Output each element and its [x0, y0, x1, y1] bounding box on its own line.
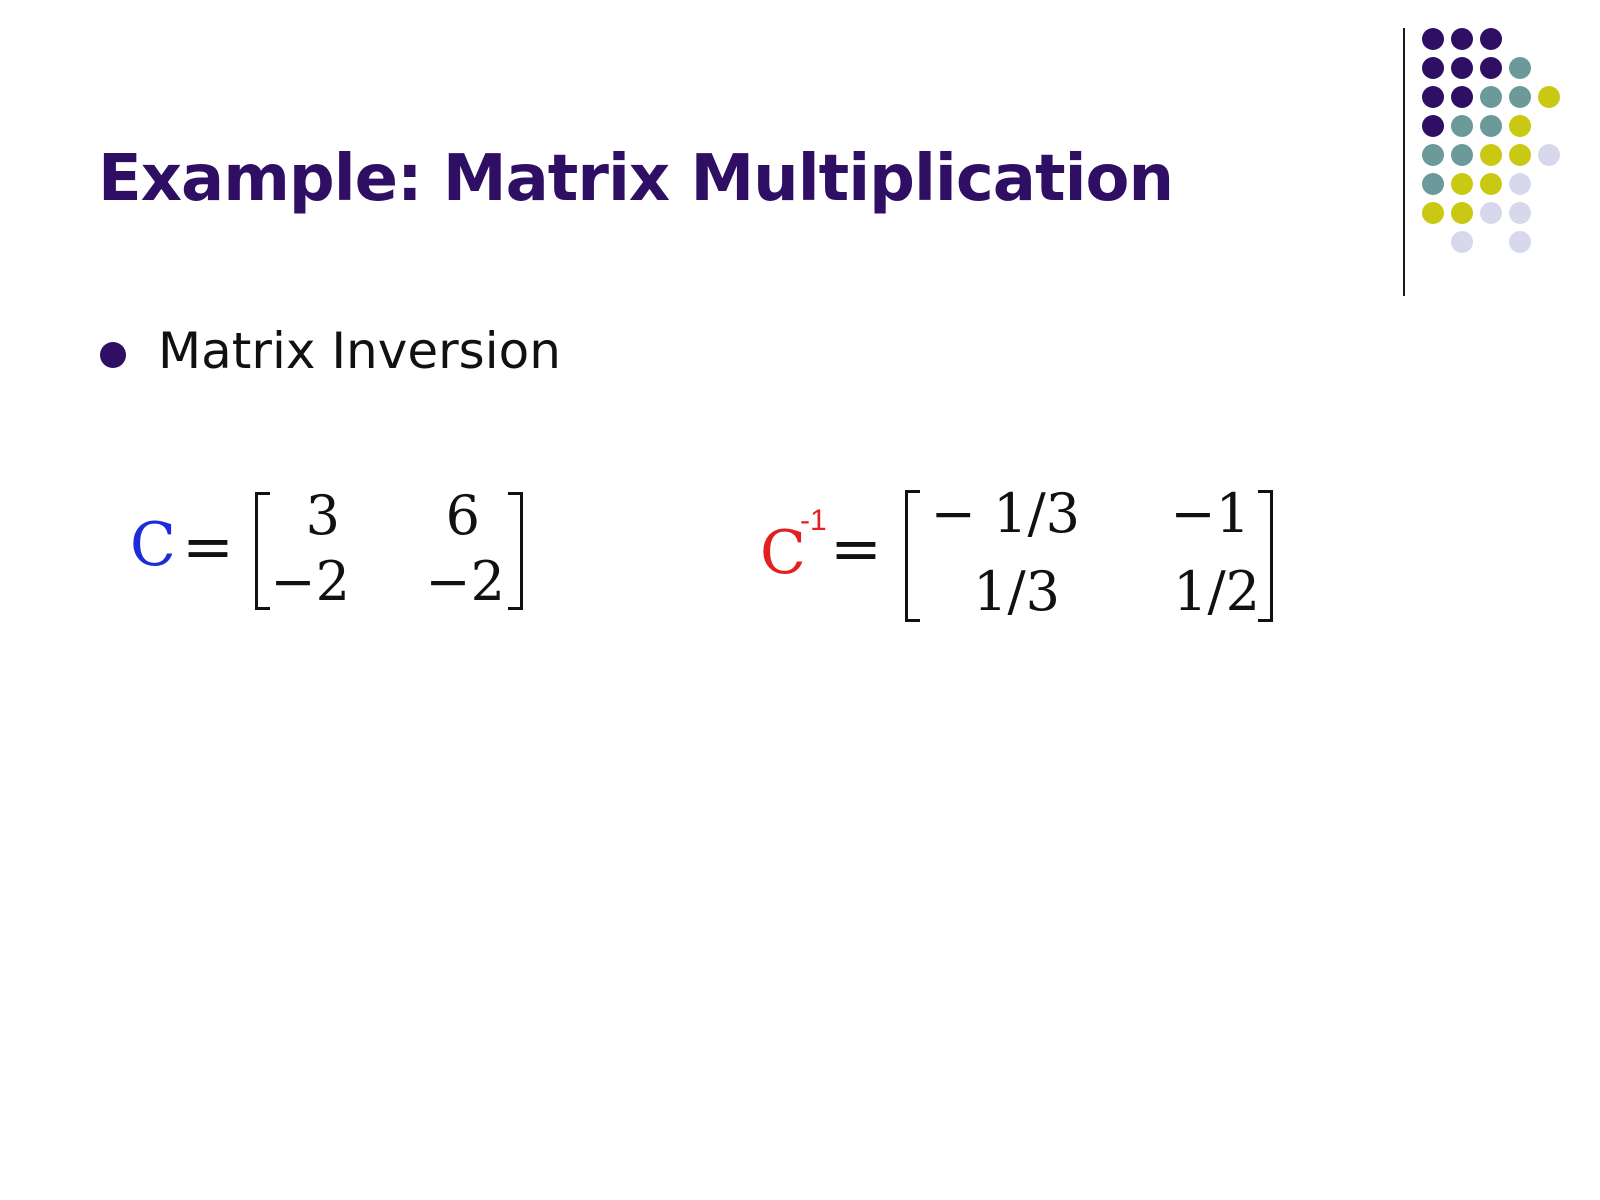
decor-dot: [1451, 144, 1473, 166]
bullet-text: Matrix Inversion: [158, 322, 561, 380]
decor-dot: [1422, 115, 1444, 137]
title-divider: [1403, 28, 1405, 296]
matrix-c-cell: −2: [425, 550, 505, 613]
decor-dot: [1509, 231, 1531, 253]
decor-dot: [1422, 86, 1444, 108]
matrix-c-cell: 3: [305, 484, 340, 547]
decor-dot: [1509, 115, 1531, 137]
decor-dot: [1451, 28, 1473, 50]
matrix-c-cell: 6: [445, 484, 480, 547]
decor-dot: [1509, 202, 1531, 224]
decor-dot: [1451, 57, 1473, 79]
matrix-c-name: C: [130, 510, 176, 580]
decor-dot: [1451, 173, 1473, 195]
matrix-inverse-cell: 1/2: [1173, 560, 1260, 623]
matrix-inverse-cell: −1: [1170, 482, 1250, 545]
decor-dot: [1538, 144, 1560, 166]
matrix-c-right-bracket: [508, 492, 523, 610]
matrix-inverse-superscript: -1: [800, 504, 827, 537]
decor-dot: [1451, 115, 1473, 137]
matrix-inverse-right-bracket: [1258, 490, 1273, 622]
decor-dot: [1451, 231, 1473, 253]
matrix-c-cell: −2: [270, 550, 350, 613]
decorative-dot-grid: [1422, 22, 1592, 262]
decor-dot: [1509, 57, 1531, 79]
slide-title: Example: Matrix Multiplication: [98, 142, 1174, 216]
decor-dot: [1480, 115, 1502, 137]
decor-dot: [1509, 86, 1531, 108]
matrix-inverse-cell: 1/3: [973, 560, 1060, 623]
decor-dot: [1451, 86, 1473, 108]
decor-dot: [1509, 173, 1531, 195]
decor-dot: [1480, 86, 1502, 108]
decor-dot: [1422, 144, 1444, 166]
decor-dot: [1480, 173, 1502, 195]
matrix-inverse-cell: − 1/3: [930, 482, 1080, 545]
bullet-dot: [100, 342, 126, 368]
matrix-inverse-equals: =: [830, 512, 882, 585]
decor-dot: [1480, 202, 1502, 224]
decor-dot: [1422, 57, 1444, 79]
matrix-c-equals: =: [182, 510, 234, 583]
decor-dot: [1480, 57, 1502, 79]
decor-dot: [1422, 202, 1444, 224]
decor-dot: [1422, 173, 1444, 195]
decor-dot: [1480, 28, 1502, 50]
decor-dot: [1451, 202, 1473, 224]
decor-dot: [1509, 144, 1531, 166]
matrix-inverse-name: C: [760, 518, 806, 588]
decor-dot: [1480, 144, 1502, 166]
decor-dot: [1538, 86, 1560, 108]
decor-dot: [1422, 28, 1444, 50]
